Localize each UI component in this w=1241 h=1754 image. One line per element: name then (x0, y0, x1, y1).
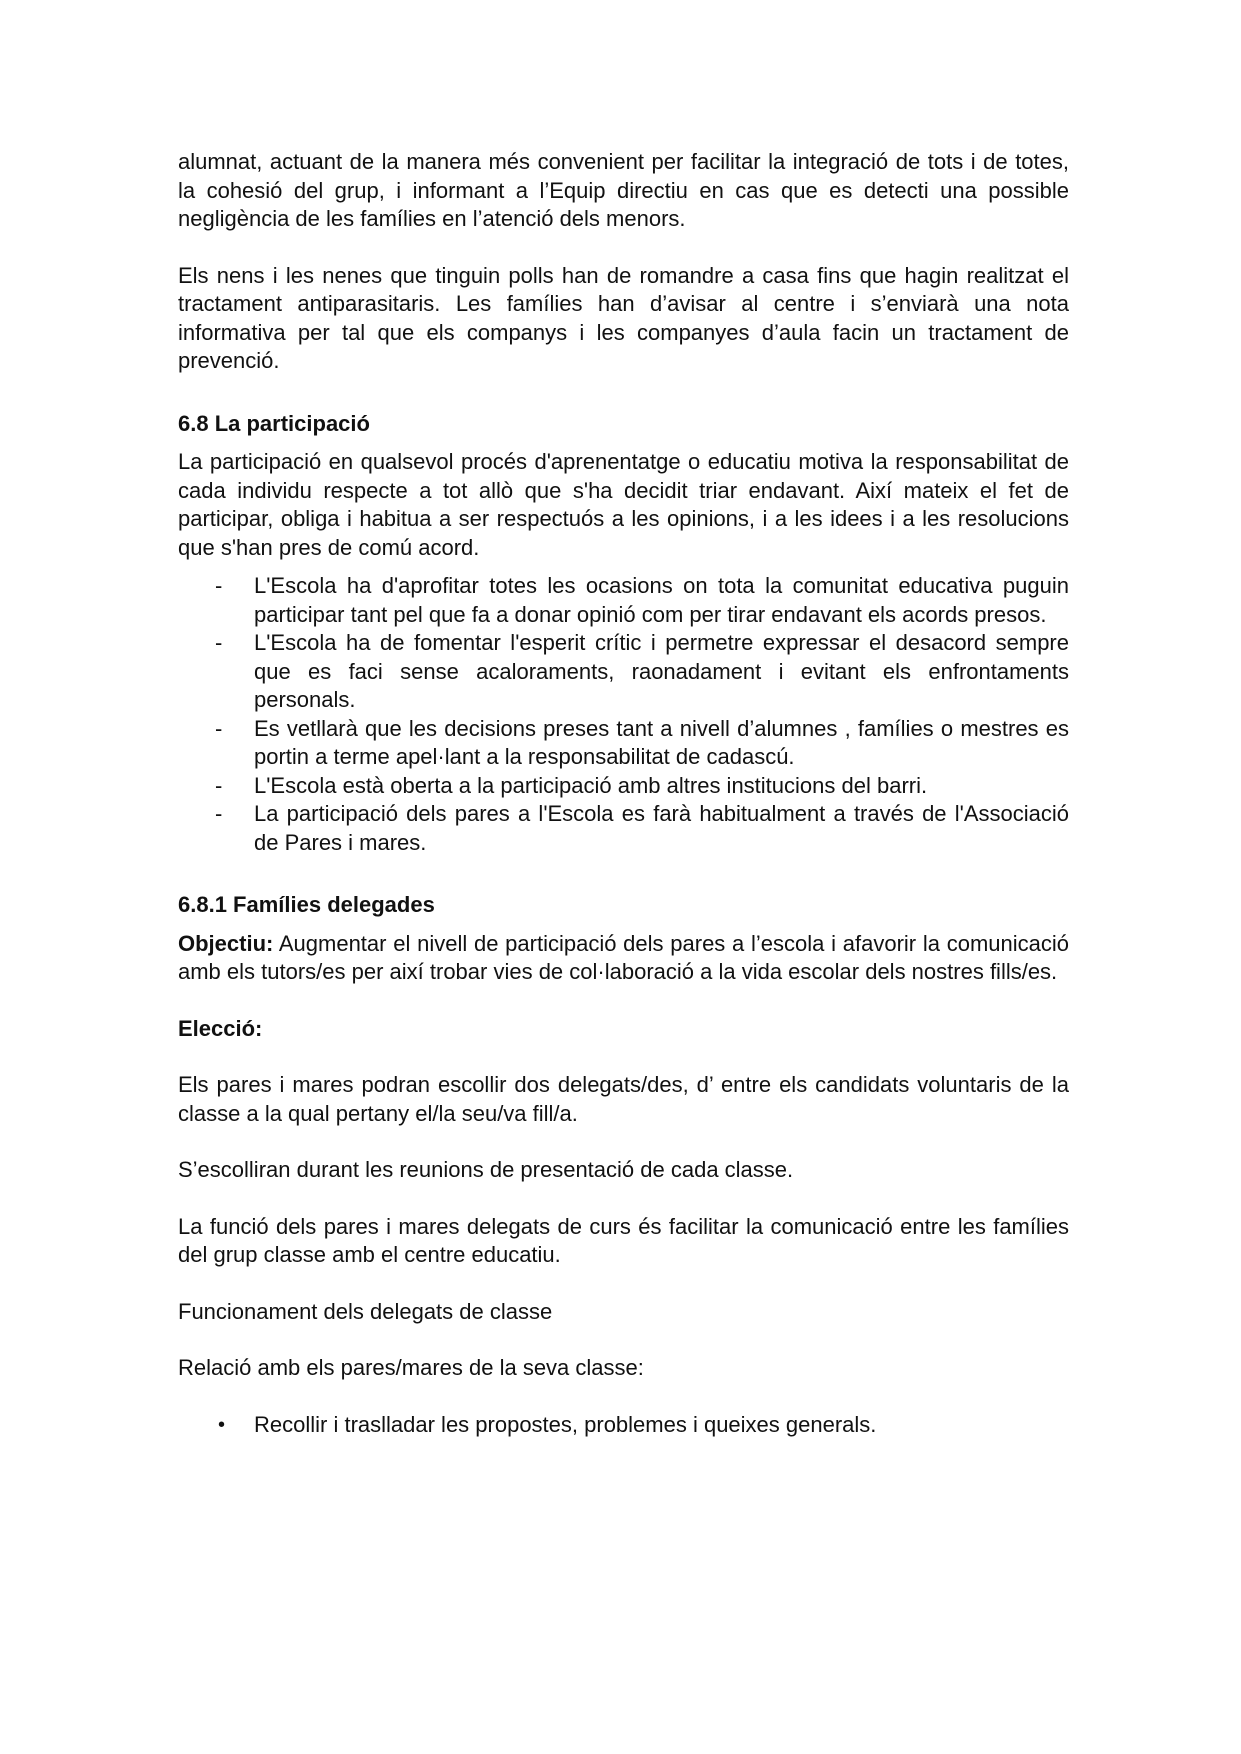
section-heading-6-8: 6.8 La participació (178, 410, 370, 436)
election-label: Elecció: (178, 1015, 263, 1041)
dash-marker: - (215, 772, 223, 798)
dash-marker: - (215, 630, 223, 655)
objective-label: Objectiu: (178, 930, 274, 956)
election-paragraph-2: S’escolliran durant les reunions de presentació de cada classe. (178, 1157, 794, 1182)
participation-list (178, 572, 1069, 857)
delegates-function-paragraph: La funció dels pares i mares delegats de curs és facilitar la comunicació entre les famílies del grup classe amb el centre educatiu. (178, 1213, 1069, 1267)
list-item (178, 772, 1069, 801)
intro-paragraph-1: alumnat, actuant de la manera més convenient per facilitar la integració de tots i de totes, la cohesió del grup, i informant a l’Equip directiu en cas que es detecti una possible negligència de les famílies en l’atenció dels menors. (178, 149, 1069, 231)
list-item (178, 1411, 1069, 1440)
intro-paragraph-2: Els nens i les nenes que tinguin polls han de romandre a casa fins que hagin realitzat el tractament antiparasitaris. Les famílies han d’avisar al centre i s’enviarà una nota informativa per tal que els companys i les companyes d’aula facin un tractament de prevenció. (178, 262, 1069, 373)
delegates-operation-paragraph: Funcionament dels delegats de classe (178, 1298, 553, 1324)
list-item (178, 800, 1069, 857)
list-item (178, 715, 1069, 772)
list-item-text: L'Escola ha d'aprofitar totes les ocasions on tota la comunitat educativa puguin participar tant pel que fa a donar opinió com per tirar endavant els acords presos. (254, 573, 1069, 627)
list-item-text: La participació dels pares a l'Escola es farà habitualment a través de l'Associació de Pares i mares. (254, 801, 1069, 855)
dash-marker: - (215, 573, 223, 598)
section-heading-6-8-1: 6.8.1 Famílies delegades (178, 892, 435, 917)
document-page (178, 148, 1069, 1439)
list-item (178, 629, 1069, 715)
list-item-text: L'Escola ha de fomentar l'esperit crític i permetre expressar el desacord sempre que es faci sense acaloraments, raonadament i evitant els enfrontaments personals. (254, 630, 1069, 712)
objective-paragraph (178, 930, 1069, 987)
list-item-text: Recollir i traslladar les propostes, problemes i queixes generals. (254, 1411, 877, 1437)
objective-text: Augmentar el nivell de participació dels pares a l’escola i afavorir la comunicació amb els tutors/es per així trobar vies de col·laboració a la vida escolar dels nostres fills/es. (178, 930, 1069, 984)
list-item-text: L'Escola està oberta a la participació amb altres institucions del barri. (254, 772, 928, 798)
list-item-text: Es vetllarà que les decisions preses tant a nivell d’alumnes , famílies o mestres es portin a terme apel·lant a la responsabilitat de cadascú. (254, 715, 1069, 769)
relation-bullet-list (178, 1411, 1069, 1440)
bullet-marker: • (218, 1413, 226, 1436)
dash-marker: - (215, 801, 223, 826)
election-paragraph-1: Els pares i mares podran escollir dos delegats/des, d’ entre els candidats voluntaris de la classe a la qual pertany el/la seu/va fill/a. (178, 1072, 1069, 1126)
section-6-8-paragraph: La participació en qualsevol procés d'aprenentatge o educatiu motiva la responsabilitat de cada individu respecte a tot allò que s'ha decidit triar endavant. Així mateix el fet de participar, obliga i habitua a ser respectuós a les opinions, i a les idees i a les resolucions que s'han pres de comú acord. (178, 449, 1069, 560)
relation-parents-paragraph: Relació amb els pares/mares de la seva classe: (178, 1355, 644, 1380)
dash-marker: - (215, 715, 223, 741)
list-item (178, 572, 1069, 629)
